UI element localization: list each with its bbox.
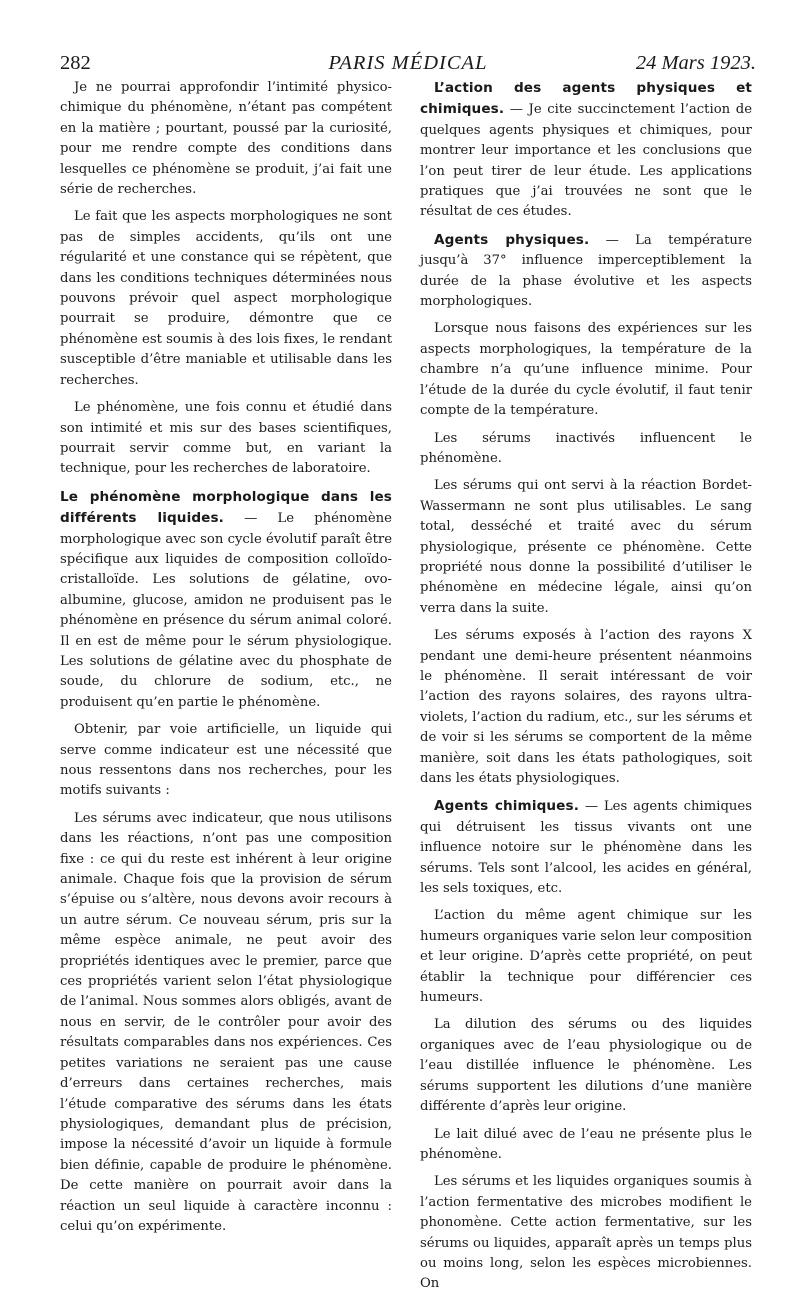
paragraph-text: Obtenir, par voie artificielle, un liquide qui serve comme indicateur est une nécessité que nous ressentons dans nos recherches, pour les motifs suivants : [60, 722, 392, 799]
paragraph [60, 809, 392, 1238]
paragraph-text: Le lait dilué avec de l’eau ne présente plus le phénomène. [420, 1126, 752, 1162]
paragraph [420, 1172, 752, 1294]
page-number: 282 [60, 52, 91, 74]
paragraph-text: — Les agents chimiques qui détruisent les tissus vivants ont une influence notoire sur le phénomène dans les sérums. Tels sont l’alcool, les acides en général, les sels toxiques, etc. [420, 799, 752, 897]
paragraph [420, 476, 752, 619]
running-header [60, 52, 756, 80]
paragraph-text: Lorsque nous faisons des expériences sur les aspects morphologiques, la température de la chambre n’a qu’une influence minime. Pour l’étude de la durée du cycle évolutif, il faut tenir compte de la température. [420, 321, 752, 419]
paragraph [420, 230, 752, 313]
paragraph-text: Les sérums qui ont servi à la réaction Bordet-Wassermann ne sont plus utilisables. Le sang total, desséché et traité avec du sérum physiologique, présente ce phénomène. Cette propriété nous donne la possibilité d’utiliser le phénomène en médecine légale, ainsi qu’on verra dans la suite. [420, 478, 752, 616]
journal-title: PARIS MÉDICAL [328, 52, 488, 74]
left-column [60, 78, 392, 1237]
paragraph [420, 319, 752, 421]
paragraph [60, 720, 392, 802]
paragraph [60, 398, 392, 480]
paragraph [420, 796, 752, 899]
paragraph [420, 429, 752, 470]
paragraph [420, 626, 752, 789]
paragraph-text: Le phénomène, une fois connu et étudié dans son intimité et mis sur des bases scientifiques, pourrait servir comme but, en variant la technique, pour les recherches de laboratoire. [60, 400, 392, 477]
paragraph [60, 207, 392, 391]
paragraph-text: Les sérums inactivés influencent le phénomène. [420, 430, 752, 466]
section-heading: Le phénomène morphologique dans les différents liquides. [60, 488, 392, 527]
paragraph-text: — Je cite succinctement l’action de quelques agents physiques et chimiques, pour montrer leur importance et les conclusions que l’on peut tirer de leur étude. Les applications pratiques que j’ai trouvées ne sont que le résultat de ces études. [420, 102, 752, 220]
paragraph-text: L’action du même agent chimique sur les humeurs organiques varie selon leur composition et leur origine. D’après cette propriété, on peut établir la technique pour différencier ces humeurs. [420, 908, 752, 1006]
paragraph [420, 78, 752, 223]
paragraph-text: — La température jusqu’à 37° influence imperceptiblement la durée de la phase évolutive et les aspects morphologiques. [420, 232, 752, 310]
right-column [420, 78, 752, 1295]
paragraph [420, 1015, 752, 1117]
paragraph-text: Les sérums exposés à l’action des rayons X pendant une demi-heure présentent néanmoins le phénomène. Il serait intéressant de voir l’action des rayons solaires, des rayons ultra-violets, l’action du radium, etc., sur les sérums et de voir si les sérums se comportent de la même manière, soit dans les états pathologiques, soit dans les états physiologiques. [420, 628, 752, 786]
issue-date: 24 Mars 1923. [635, 52, 756, 74]
paragraph-text: Les sérums et les liquides organiques soumis à l’action fermentative des microbes modifient le phonomène. Cette action fermentative, sur les sérums ou liquides, apparaît après un temps plus ou moins long, selon les espèces microbiennes. On [420, 1174, 752, 1292]
paragraph-text: Les sérums avec indicateur, que nous utilisons dans les réactions, n’ont pas une composition fixe : ce qui du reste est inhérent à leur origine animale. Chaque fois que la provision de sérum s’épuise ou s’altère, nous devons avoir recours à un autre sérum. Ce nouveau sérum, pris sur la même espèce animale, ne peut avoir des propriétés identiques avec le premier, parce que ces propriétés varient selon l’état physiologique de l’animal. Nous sommes alors obligés, avant de nous en servir, de le contrôler pour avoir des résultats comparables dans nos expériences. Ces petites variations ne seraient pas une cause d’erreurs dans certaines recherches, mais l’étude comparative des sérums dans les états physiologiques, demandant plus de précision, impose la nécessité d’avoir un liquide à formule bien définie, capable de produire le phénomène. De cette manière on pourrait avoir dans la réaction un seul liquide à caractère inconnu : celui qu’on expérimente. [60, 810, 392, 1234]
paragraph [60, 78, 392, 200]
paragraph [420, 906, 752, 1008]
paragraph [420, 1125, 752, 1166]
paragraph-text: Je ne pourrai approfondir l’intimité physico-chimique du phénomène, n’étant pas compétent en la matière ; pourtant, poussé par la curiosité, pour me rendre compte des conditions dans lesquelles ce phénomène se produit, j’ai fait une série de recherches. [60, 80, 392, 198]
section-heading: Agents physiques. [434, 231, 590, 248]
paragraph-text: — Le phénomène morphologique avec son cycle évolutif paraît être spécifique aux liquides de composition colloïdo-cristalloïde. Les solutions de gélatine, ovo-albumine, glucose, amidon ne produisent pas le phénomène en présence du sérum animal coloré. Il en est de même pour le sérum physiologique. Les solutions de gélatine avec du phosphate de soude, du chlorure de sodium, etc., ne produisent qu’en partie le phénomène. [60, 511, 392, 710]
paragraph-text: Le fait que les aspects morphologiques ne sont pas de simples accidents, qu’ils ont une régularité et une constance qui se répètent, que dans les conditions techniques déterminées nous pouvons prévoir quel aspect morphologique pourrait se produire, démontre que ce phénomène est soumis à des lois fixes, le rendant susceptible d’être maniable et utilisable dans les recherches. [60, 209, 392, 388]
paragraph [60, 487, 392, 713]
section-heading: Agents chimiques. [434, 798, 579, 815]
paragraph-text: La dilution des sérums ou des liquides organiques avec de l’eau physiologique ou de l’eau distillée influence le phénomène. Les sérums supportent les dilutions d’une manière différente d’après leur origine. [420, 1017, 752, 1115]
section-heading: L’action des agents physiques et chimiques. [420, 80, 752, 118]
